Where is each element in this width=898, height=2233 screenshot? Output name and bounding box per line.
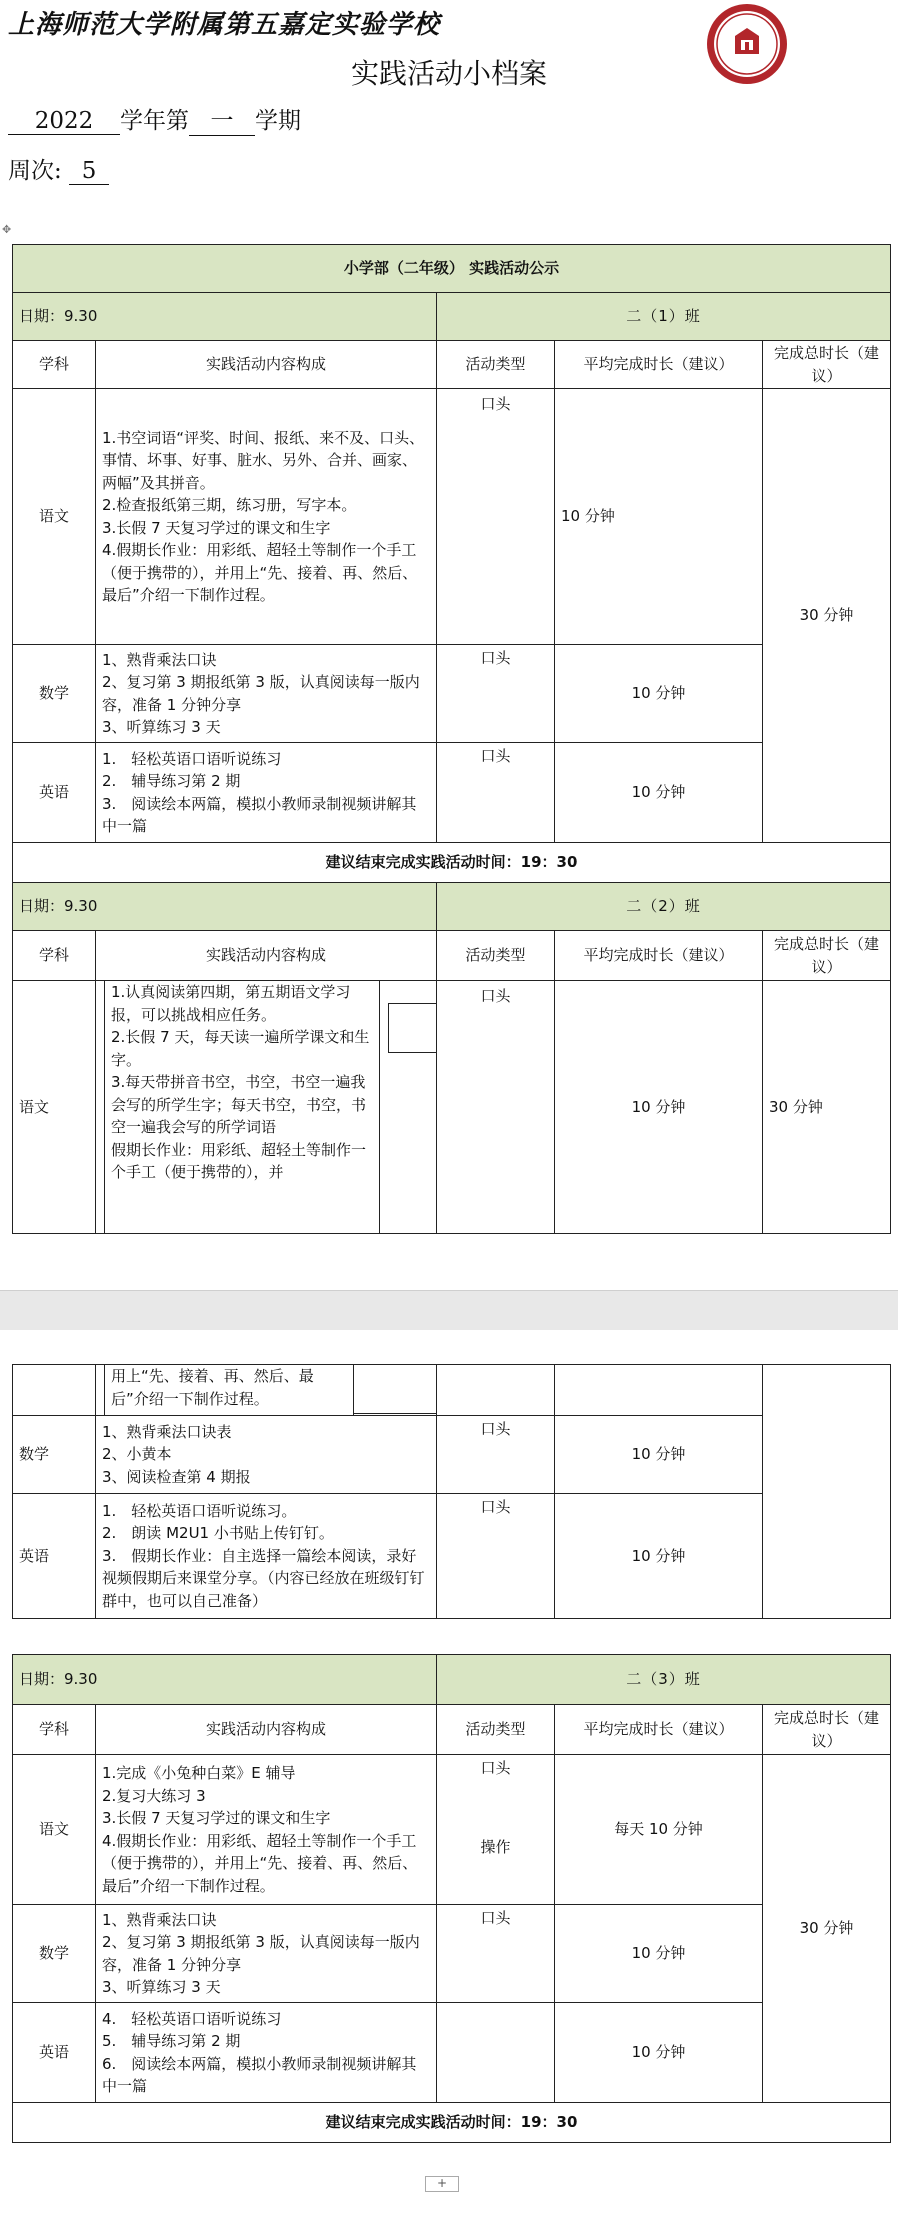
col-total-time-3: 完成总时长（建议） xyxy=(763,1705,891,1755)
class3-math-content: 1、熟背乘法口诀 2、复习第 3 期报纸第 3 版，认真阅读每一版内容，准备 1 分钟分享 3、听算练习 3 天 xyxy=(96,1905,437,2003)
class2-math-avg: 10 分钟 xyxy=(555,1416,763,1494)
col-type: 活动类型 xyxy=(437,341,555,389)
class2-english-content: 1. 轻松英语口语听说练习。 2. 朗读 M2U1 小书贴上传钉钉。 3. 假期长作业：自主选择一篇绘本阅读，录好视频假期后来课堂分享。（内容已经放在班级钉钉群中，也可以自己准备） xyxy=(96,1494,437,1619)
school-year-value: 2022 xyxy=(8,108,120,135)
table-row xyxy=(13,2003,891,2103)
col-total-time: 完成总时长（建议） xyxy=(763,341,891,389)
col-subject-3: 学科 xyxy=(13,1705,96,1755)
class2-total-time: 30 分钟 xyxy=(763,981,891,1234)
class3-chinese-type: 口头 操作 xyxy=(437,1755,555,1905)
class2-math-content: 1、熟背乘法口诀表 2、小黄本 3、阅读检查第 4 期报 xyxy=(96,1416,437,1494)
table-title: 小学部（二年级） 实践活动公示 xyxy=(13,245,891,293)
class3-chinese-content: 1.完成《小兔种白菜》E 辅导 2.复习大练习 3 3.长假 7 天复习学过的课文和生字 4.假期长作业：用彩纸、超轻土等制作一个手工（便于携带的），并用上“先、接着、再、然后、最后”介绍一下制作过程。 xyxy=(96,1755,437,1905)
class3-math-subject: 数学 xyxy=(13,1905,96,2003)
table-move-handle-icon[interactable]: ✥ xyxy=(2,223,12,236)
class1-chinese-subject: 语文 xyxy=(13,389,96,645)
table-row xyxy=(13,389,891,645)
class3-english-content: 4. 轻松英语口语听说练习 5. 辅导练习第 2 期 6. 阅读绘本两篇，模拟小教师录制视频讲解其中一篇 xyxy=(96,2003,437,2103)
class2-math-subject: 数学 xyxy=(13,1416,96,1494)
class1-english-avg: 10 分钟 xyxy=(555,743,763,843)
class1-chinese-avg: 10 分钟 xyxy=(555,389,763,645)
col-avg-time-2: 平均完成时长（建议） xyxy=(555,931,763,981)
table-row xyxy=(13,1905,891,2003)
class1-math-content: 1、熟背乘法口诀 2、复习第 3 期报纸第 3 版，认真阅读每一版内容，准备 1 分钟分享 3、听算练习 3 天 xyxy=(96,645,437,743)
class2-english-avg: 10 分钟 xyxy=(555,1494,763,1619)
class1-math-type: 口头 xyxy=(437,645,555,743)
class2-chinese-content: 1.认真阅读第四期，第五期语文学习报，可以挑战相应任务。 2.长假 7 天，每天读一遍所学课文和生字。 3.每天带拼音书空，书空，书空一遍我会写的所学生字；每天书空，书空，书空一遍我会写的所学词语 假期长作业：用彩纸、超轻土等制作一个手工（便于携带的），并 xyxy=(96,981,437,1234)
add-row-plus-icon[interactable]: + xyxy=(425,2176,459,2192)
class3-english-type xyxy=(437,2003,555,2103)
col-avg-time: 平均完成时长（建议） xyxy=(555,341,763,389)
class1-total-time: 30 分钟 xyxy=(763,389,891,843)
school-year-line xyxy=(8,102,301,136)
class1-date: 日期：9.30 xyxy=(13,293,437,341)
class2-english-subject: 英语 xyxy=(13,1494,96,1619)
term-value: 一 xyxy=(189,102,255,136)
class1-math-subject: 数学 xyxy=(13,645,96,743)
col-content: 实践活动内容构成 xyxy=(96,341,437,389)
class1-end-time: 建议结束完成实践活动时间：19：30 xyxy=(13,843,891,883)
class1-english-content: 1. 轻松英语口语听说练习 2. 辅导练习第 2 期 3. 阅读绘本两篇，模拟小教师录制视频讲解其中一篇 xyxy=(96,743,437,843)
col-total-time-2: 完成总时长（建议） xyxy=(763,931,891,981)
table-row xyxy=(13,743,891,843)
week-label: 周次: xyxy=(8,158,62,184)
table-row xyxy=(13,645,891,743)
class3-math-type: 口头 xyxy=(437,1905,555,2003)
activity-table-page2 xyxy=(12,1364,891,2143)
class3-chinese-avg: 每天 10 分钟 xyxy=(555,1755,763,1905)
class1-english-type: 口头 xyxy=(437,743,555,843)
term-suffix: 学期 xyxy=(255,108,301,134)
class2-name: 二（2）班 xyxy=(437,883,891,931)
class3-total-time: 30 分钟 xyxy=(763,1755,891,2103)
col-subject-2: 学科 xyxy=(13,931,96,981)
col-content-3: 实践活动内容构成 xyxy=(96,1705,437,1755)
class3-english-avg: 10 分钟 xyxy=(555,2003,763,2103)
class2-english-type: 口头 xyxy=(437,1494,555,1619)
class3-date: 日期：9.30 xyxy=(13,1655,437,1705)
table-row xyxy=(13,981,891,1234)
class2-chinese-avg: 10 分钟 xyxy=(555,981,763,1234)
school-name: 上海师范大学附属第五嘉定实验学校 xyxy=(8,10,441,40)
class3-name: 二（3）班 xyxy=(437,1655,891,1705)
class2-math-type: 口头 xyxy=(437,1416,555,1494)
class1-chinese-content: 1.书空词语“评奖、时间、报纸、来不及、口头、事情、坏事、好事、脏水、另外、合并、画家、两幅”及其拼音。 2.检查报纸第三期，练习册，写字本。 3.长假 7 天复习学过的课文和生字 4.假期长作业：用彩纸、超轻土等制作一个手工（便于携带的），并用上“先、接着、再、然后、最后”介绍一下制作过程。 xyxy=(96,389,437,645)
col-subject: 学科 xyxy=(13,341,96,389)
page-gap xyxy=(0,1290,898,1332)
table-row xyxy=(13,1365,891,1416)
class3-chinese-subject: 语文 xyxy=(13,1755,96,1905)
week-value: 5 xyxy=(69,158,109,185)
week-line xyxy=(8,152,109,185)
school-year-suffix: 学年第 xyxy=(120,108,189,134)
table-row xyxy=(13,1416,891,1494)
class1-name: 二（1）班 xyxy=(437,293,891,341)
activity-table-page1 xyxy=(12,244,891,1234)
class1-math-avg: 10 分钟 xyxy=(555,645,763,743)
col-type-2: 活动类型 xyxy=(437,931,555,981)
document-page-2 xyxy=(0,1330,898,2233)
class2-date: 日期：9.30 xyxy=(13,883,437,931)
class1-english-subject: 英语 xyxy=(13,743,96,843)
col-avg-time-3: 平均完成时长（建议） xyxy=(555,1705,763,1755)
class3-english-subject: 英语 xyxy=(13,2003,96,2103)
class2-chinese-subject: 语文 xyxy=(13,981,96,1234)
empty-inner-box xyxy=(388,1003,436,1053)
class2-chinese-type: 口头 xyxy=(437,981,555,1234)
col-type-3: 活动类型 xyxy=(437,1705,555,1755)
class3-end-time: 建议结束完成实践活动时间：19：30 xyxy=(13,2103,891,2143)
table-row xyxy=(13,1755,891,1905)
table-row xyxy=(13,1494,891,1619)
class2-chinese-content-cont: 用上“先、接着、再、然后、最后”介绍一下制作过程。 xyxy=(96,1365,437,1416)
class1-chinese-type: 口头 xyxy=(437,389,555,645)
col-content-2: 实践活动内容构成 xyxy=(96,931,437,981)
class3-math-avg: 10 分钟 xyxy=(555,1905,763,2003)
document-title: 实践活动小档案 xyxy=(350,57,547,90)
